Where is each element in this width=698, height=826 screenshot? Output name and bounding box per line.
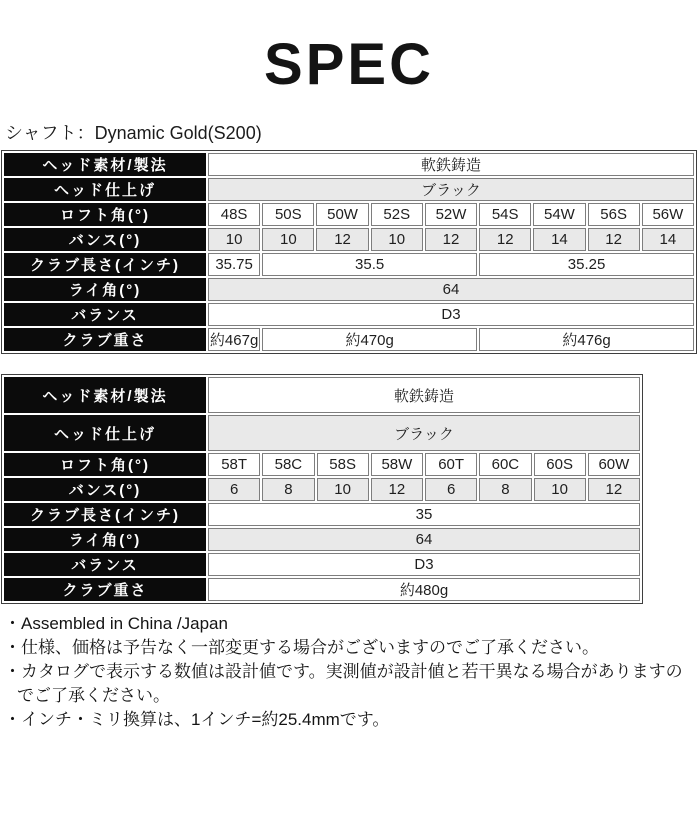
row-header-loft: ロフト角(°) (4, 453, 206, 476)
loft-value: 50S (262, 203, 314, 226)
row-header-lie-angle: ライ角(°) (4, 278, 206, 301)
row-header-head-material: ヘッド素材/製法 (4, 153, 206, 176)
row-header-bounce: バンス(°) (4, 228, 206, 251)
row-club-length (4, 253, 694, 276)
shaft-spec-text: シャフト：Dynamic Gold(S200) (5, 123, 262, 143)
loft-value: 48S (208, 203, 260, 226)
footnote-design-values: ・カタログで表示する数値は設計値です。実測値が設計値と若干異なる場合がありますのでご了承ください。 (4, 662, 683, 705)
row-header-lie-angle: ライ角(°) (4, 528, 206, 551)
bounce-value: 10 (208, 228, 260, 251)
row-head-material (4, 153, 694, 176)
loft-value: 60S (534, 453, 586, 476)
bounce-value: 8 (262, 478, 314, 501)
loft-value: 54W (533, 203, 585, 226)
loft-value: 58W (371, 453, 423, 476)
row-bounce (4, 478, 640, 501)
page-title: SPEC (264, 32, 434, 97)
row-lie-angle (4, 278, 694, 301)
bounce-value: 6 (425, 478, 477, 501)
loft-value: 54S (479, 203, 531, 226)
bounce-value: 14 (642, 228, 694, 251)
row-header-bounce: バンス(°) (4, 478, 206, 501)
row-head-finish (4, 178, 694, 201)
club-weight-value: 約480g (208, 578, 640, 601)
spec-table-wedges-58-60 (1, 374, 643, 604)
bounce-value: 10 (534, 478, 586, 501)
footnote-assembled: ・Assembled in China /Japan (4, 614, 228, 633)
row-loft (4, 203, 694, 226)
row-head-material (4, 377, 640, 413)
bounce-value: 12 (479, 228, 531, 251)
row-lie-angle (4, 528, 640, 551)
row-loft (4, 453, 640, 476)
row-header-club-length: クラブ長さ(インチ) (4, 253, 206, 276)
bounce-value: 8 (479, 478, 531, 501)
row-header-club-weight: クラブ重さ (4, 328, 206, 351)
row-balance (4, 553, 640, 576)
footnote-spec-change: ・仕様、価格は予告なく一部変更する場合がございますのでご了承ください。 (4, 638, 599, 657)
loft-value: 56S (588, 203, 640, 226)
club-weight-value: 約467g (208, 328, 260, 351)
bounce-value: 12 (588, 478, 640, 501)
loft-value: 58C (262, 453, 314, 476)
club-weight-value: 約470g (262, 328, 477, 351)
loft-value: 60W (588, 453, 640, 476)
bounce-value: 10 (262, 228, 314, 251)
row-club-weight (4, 578, 640, 601)
lie-angle-value: 64 (208, 278, 694, 301)
row-header-club-length: クラブ長さ(インチ) (4, 503, 206, 526)
bounce-value: 12 (425, 228, 477, 251)
loft-value: 58T (208, 453, 260, 476)
bounce-value: 12 (371, 478, 423, 501)
balance-value: D3 (208, 303, 694, 326)
loft-value: 52W (425, 203, 477, 226)
row-header-balance: バランス (4, 303, 206, 326)
club-length-value: 35.25 (479, 253, 694, 276)
row-header-club-weight: クラブ重さ (4, 578, 206, 601)
head-finish-value: ブラック (208, 415, 640, 451)
row-header-loft: ロフト角(°) (4, 203, 206, 226)
bounce-value: 10 (317, 478, 369, 501)
head-material-value: 軟鉄鋳造 (208, 377, 640, 413)
row-header-balance: バランス (4, 553, 206, 576)
club-length-value: 35.5 (262, 253, 477, 276)
loft-value: 60C (479, 453, 531, 476)
row-header-head-material: ヘッド素材/製法 (4, 377, 206, 413)
spec-table-wedges-48-56 (1, 150, 697, 354)
loft-value: 52S (371, 203, 423, 226)
loft-value: 56W (642, 203, 694, 226)
row-header-head-finish: ヘッド仕上げ (4, 415, 206, 451)
club-length-value: 35 (208, 503, 640, 526)
club-weight-value: 約476g (479, 328, 694, 351)
loft-value: 60T (425, 453, 477, 476)
head-material-value: 軟鉄鋳造 (208, 153, 694, 176)
row-head-finish (4, 415, 640, 451)
bounce-value: 12 (588, 228, 640, 251)
balance-value: D3 (208, 553, 640, 576)
bounce-value: 10 (371, 228, 423, 251)
row-club-length (4, 503, 640, 526)
bounce-value: 14 (533, 228, 585, 251)
club-length-value: 35.75 (208, 253, 260, 276)
footnote-inch-mm: ・インチ・ミリ換算は、1インチ=約25.4mmです。 (4, 710, 390, 729)
row-header-head-finish: ヘッド仕上げ (4, 178, 206, 201)
row-balance (4, 303, 694, 326)
loft-value: 50W (316, 203, 368, 226)
lie-angle-value: 64 (208, 528, 640, 551)
bounce-value: 6 (208, 478, 260, 501)
footnotes (4, 612, 698, 732)
bounce-value: 12 (316, 228, 368, 251)
row-bounce (4, 228, 694, 251)
head-finish-value: ブラック (208, 178, 694, 201)
loft-value: 58S (317, 453, 369, 476)
row-club-weight (4, 328, 694, 351)
